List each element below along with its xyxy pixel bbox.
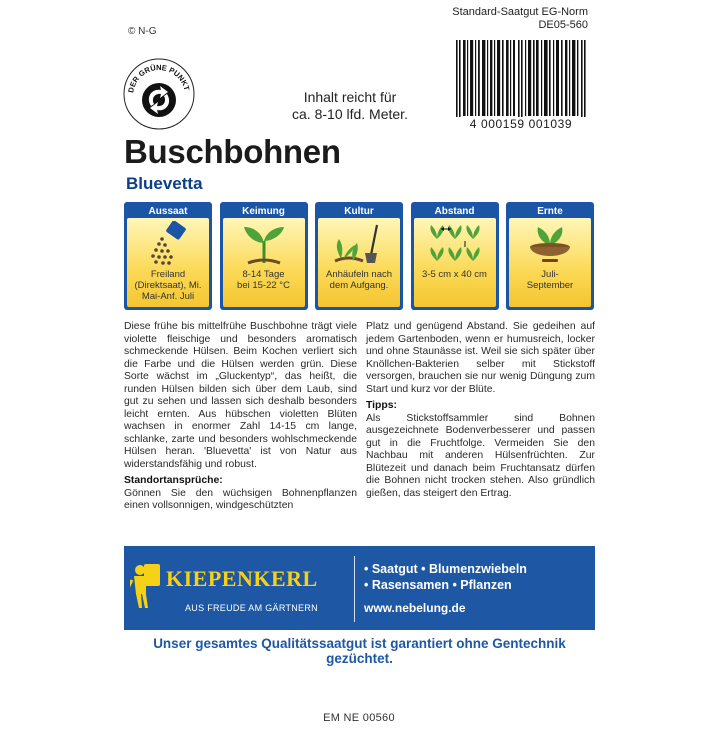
phase-text: [420, 269, 489, 280]
contents-line-2: ca. 8-10 lfd. Meter.: [292, 106, 408, 122]
standort-paragraph-continued: Platz und genügend Abstand. Sie gedeihen auf jedem Gartenboden, wenn er humusreich, locker und ohne Staunässe ist. Weil sie sich später über Knöllchen-Bakterien selber mit Stickstoff versorgen, brauchen sie nur wenig Düngung zum Start und kurz vor der Blüte.: [366, 321, 595, 395]
tipps-paragraph: Als Stickstoffsammler sind Bohnen ausgezeichnete Bodenverbesserer und passen gut in die Fruchtfolge. Vermeiden Sie den Nachbau mit anderen Hülsenfrüchten. Zur Blütezeit und danach beim Fruchtansatz dürfen die Bohnen nicht trocken stehen. Also gründlich gießen, das steigert den Ertrag.: [366, 412, 595, 499]
copyright-notice: © N-G: [128, 26, 157, 37]
product-title: Buschbohnen: [124, 133, 341, 170]
phase-label: Kultur: [344, 206, 374, 217]
brand-website-link[interactable]: www.nebelung.de: [364, 601, 466, 615]
phase-body: [414, 218, 496, 307]
cultivation-phases: [124, 202, 594, 310]
harvest-bowl-icon: [520, 221, 580, 265]
phase-text-line: Mai-Anf. Juli: [141, 291, 195, 302]
phase-label: Abstand: [434, 206, 475, 217]
tipps-heading: Tipps:: [366, 400, 397, 411]
variety-name: Bluevetta: [126, 174, 203, 193]
svg-text:DER GRÜNE PUNKT: DER GRÜNE PUNKT: [126, 62, 192, 94]
phase-label: Keimung: [242, 206, 285, 217]
phase-body: [127, 218, 209, 307]
description-left-column: [124, 321, 357, 513]
packet-code: EM NE 00560: [323, 712, 395, 724]
brand-tagline: AUS FREUDE AM GÄRTNERN: [185, 603, 318, 613]
phase-text-line: 8-14 Tage: [242, 269, 285, 280]
phase-text: [525, 269, 575, 291]
phase-aussaat: [124, 202, 212, 310]
phase-text-line: dem Aufgang.: [329, 280, 389, 291]
contents-line-1: Inhalt reicht für: [303, 89, 397, 105]
brand-list-line: • Saatgut • Blumenzwiebeln: [364, 562, 527, 576]
phase-abstand: [411, 202, 499, 310]
phase-text: [324, 269, 394, 291]
phase-label: Aussaat: [148, 206, 188, 217]
brand-divider: [354, 556, 355, 622]
phase-text-line: Freiland: [150, 269, 186, 280]
phase-body: [223, 218, 305, 307]
barcode-bars-icon: [450, 38, 592, 120]
phase-text-line: September: [526, 280, 574, 291]
seedling-icon: [234, 221, 294, 265]
standort-heading: Standortansprüche:: [124, 475, 223, 486]
standard-code-line: DE05-560: [538, 19, 588, 31]
phase-kultur: [315, 202, 403, 310]
contents-note: [275, 89, 425, 123]
barcode: [450, 38, 592, 130]
description-right-column: [366, 321, 595, 500]
description-paragraph: Diese frühe bis mittelfrühe Buschbohne trägt viele violette fleischige und besonders aromatisch schmeckende Hülsen. Beim Kochen verliert sich die Farbe und die Hülsen werden grün. Diese Sorte wächst im „Gluckentyp“, das heißt, die runden Hülsen bilden sich über dem Laub, sind gut zu sehen und lassen sich deshalb besonders leicht ernten. Aus hübschen violetten Blüten wachsen in enormer Zahl 14-15 cm lange, schlanke, zarte und besonders wohlschmeckende Hülsen heran. 'Bluevetta' ist von Natur aus widerstandsfähig und robust.: [124, 321, 357, 470]
phase-text-line: bei 15-22 °C: [237, 280, 290, 291]
brand-product-list: [364, 561, 527, 593]
standard-norm-label: [452, 6, 588, 32]
phase-text-line: 3-5 cm x 40 cm: [422, 269, 487, 280]
phase-ernte: [506, 202, 594, 310]
phase-body: [318, 218, 400, 307]
spacing-plants-icon: [425, 221, 485, 265]
barcode-number: 4 000159 001039: [450, 117, 592, 131]
brand-name: KIEPENKERL: [166, 566, 318, 591]
standort-paragraph: Gönnen Sie den wüchsigen Bohnenpflanzen einen vollsonnigen, windgeschützten: [124, 487, 357, 511]
seed-pouring-icon: [138, 221, 198, 265]
gruener-punkt-logo-icon: [123, 58, 195, 130]
phase-text-line: Juli-: [541, 269, 559, 280]
phase-keimung: [220, 202, 308, 310]
phase-text: [132, 269, 203, 302]
phase-text-line: Anhäufeln nach: [325, 269, 393, 280]
phase-text-line: (Direktsaat), Mi.: [134, 280, 202, 291]
kiepenkerl-figure-icon: [130, 560, 164, 610]
phase-text: [235, 269, 292, 291]
standard-norm-line: Standard-Saatgut EG-Norm: [452, 6, 588, 18]
brand-list-line: • Rasensamen • Pflanzen: [364, 578, 512, 592]
gmo-free-statement: Unser gesamtes Qualitätssaatgut ist garantiert ohne Gentechnik gezüchtet.: [153, 636, 566, 666]
phase-body: [509, 218, 591, 307]
phase-label: Ernte: [537, 206, 563, 217]
hoe-plants-icon: [329, 221, 389, 265]
